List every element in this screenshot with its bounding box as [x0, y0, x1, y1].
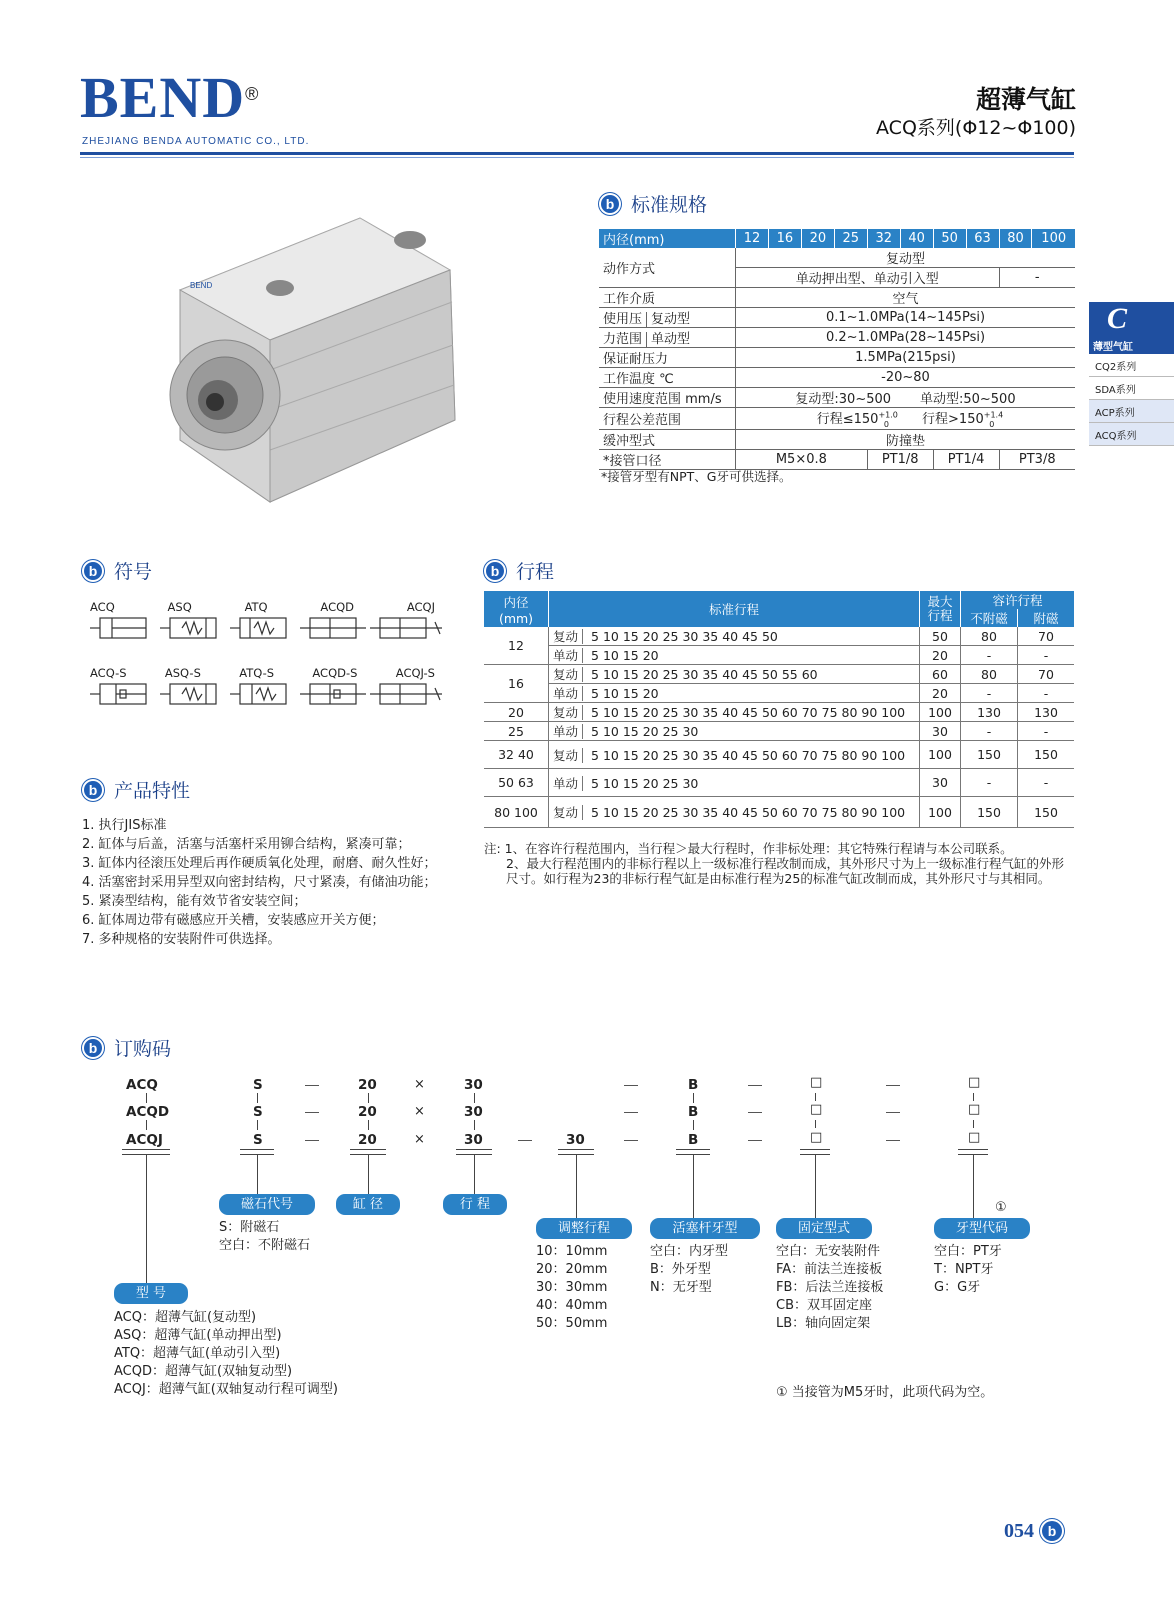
- features-heading: b 产品特性: [82, 776, 190, 803]
- side-item-acp[interactable]: ACP系列: [1089, 400, 1174, 423]
- stroke-heading: b 行程: [484, 557, 554, 584]
- side-tab: [1089, 302, 1174, 446]
- adj-desc: 10：10mm 20：20mm 30：30mm 40：40mm 50：50mm: [536, 1244, 608, 1331]
- mag-desc: S：附磁石 空白：不附磁石: [219, 1220, 311, 1253]
- spec-row: 使用速度范围 mm/s 复动型:30~500 单动型:50~500: [599, 388, 1075, 408]
- spec-row: 力范围 单动型 0.2~1.0MPa(28~145Psi): [599, 328, 1075, 348]
- symbols-row-1: [90, 614, 450, 642]
- pill-rod: 活塞杆牙型: [650, 1218, 760, 1239]
- pill-stroke: 行 程: [443, 1194, 507, 1215]
- table-row: 20 复动 5 10 15 20 25 30 35 40 45 50 60 70 75 80 90 100 100 130 130: [484, 703, 1074, 722]
- svg-text:BEND: BEND: [190, 281, 213, 290]
- spec-row: 缓冲型式 防撞垫: [599, 429, 1075, 449]
- brand-logo: BEND®: [80, 65, 260, 130]
- table-row: 25 单动 5 10 15 20 25 30 30 - -: [484, 722, 1074, 741]
- spec-heading: b 标准规格: [599, 190, 707, 217]
- side-letter: C: [1089, 302, 1174, 336]
- spec-row: 工作温度 ℃ -20~80: [599, 368, 1075, 388]
- side-item-sda[interactable]: SDA系列: [1089, 377, 1174, 400]
- order-footnote: ① 当接管为M5牙时，此项代码为空。: [776, 1385, 994, 1400]
- spec-row: 动作方式 复动型: [599, 248, 1075, 268]
- spec-row: 工作介质 空气: [599, 288, 1075, 308]
- bullet-b-icon: b: [82, 1037, 104, 1059]
- spec-row: 行程公差范围 行程$\le 150^{+1.0}_0$ 行程$>150^{+1.4}_0$: [599, 408, 1075, 430]
- type-desc: ACQ：超薄气缸(复动型) ASQ：超薄气缸(单动押出型) ATQ：超薄气缸(单动引入型) ACQD：超薄气缸(双轴复动型) ACQJ：超薄气缸(双轴复动行程可调型): [114, 1310, 338, 1397]
- spec-note: *接管牙型有NPT、G牙可供选择。: [601, 469, 792, 484]
- cylinder-illustration: [160, 210, 480, 510]
- pill-mount: 固定型式: [776, 1218, 872, 1239]
- pill-type: 型 号: [114, 1283, 188, 1304]
- list-item: 1. 执行JIS标准: [82, 818, 167, 833]
- bullet-b-icon: b: [1040, 1519, 1064, 1543]
- bullet-b-icon: b: [82, 560, 104, 582]
- table-row: 12 复动 5 10 15 20 25 30 35 40 45 50 50 80 70: [484, 627, 1074, 646]
- rod-desc: 空白：内牙型 B：外牙型 N：无牙型: [650, 1244, 729, 1295]
- stroke-notes: 注: 1、在容许行程范围内，当行程＞最大行程时，作非标处理：其它特殊行程请与本公司联系。 2、最大行程范围内的非标行程以上一级标准行程改制而成，其外形尺寸为上一级标准行程气缸的外形尺寸。如行程为23的非标行程气缸是由标准行程为25的标准气缸改制而成，其外形尺寸与其相同。: [484, 841, 1064, 886]
- symbols-row-2: [90, 680, 450, 708]
- stroke-table: 内径 (mm) 标准行程 最大 行程 容许行程 不附磁 附磁 12 复动 5 10 15 20 25 30 35 40 45 50 50 80 70 单动 5 10 15 20 20 - - 16 复动 5 10 15 20 25 30 35 40 45 50 55 60 60 80 70 单动 5 10 15 20 20 - - 20 复动 5 10 15 20 25 30 35 40 45 50 60 70 75 80 90 100 100 130 130 25 单动 5 10 15 20 25 30 30 - - 32 40 复动 5 10 15 20 25 30 35 40 45 50 60 70 75 80 90 100 100 150 150 50 63 单动 5 10 15 20 25 30 30 - - 80 100 复动 5 10 15 20 25 30 35 40 45 50 60 70 75 80 90 100 100 150 150: [484, 591, 1074, 828]
- spec-row: 使用压 复动型 0.1~1.0MPa(14~145Psi): [599, 308, 1075, 328]
- header-rule-thin: [80, 157, 1074, 158]
- table-row: 32 40 复动 5 10 15 20 25 30 35 40 45 50 60 70 75 80 90 100 100 150 150: [484, 741, 1074, 769]
- thread-desc: 空白：PT牙 T：NPT牙 G：G牙: [934, 1244, 1002, 1295]
- pill-bore: 缸 径: [336, 1194, 400, 1215]
- pill-thread: 牙型代码: [934, 1218, 1030, 1239]
- symbol-grid: ACQ ASQ ATQ ACQD ACQJ ACQ-S ASQ-S ATQ-S ACQD-S ACQJ-S: [90, 600, 450, 712]
- features-list: [82, 816, 437, 949]
- list-item: 5. 紧凑型结构，能有效节省安装空间；: [82, 894, 307, 909]
- table-row: 80 100 复动 5 10 15 20 25 30 35 40 45 50 60 70 75 80 90 100 100 150 150: [484, 797, 1074, 828]
- bullet-b-icon: b: [484, 560, 506, 582]
- header-rule: [80, 152, 1074, 155]
- side-item-acq[interactable]: ACQ系列: [1089, 423, 1174, 446]
- list-item: 2. 缸体与后盖，活塞与活塞杆采用铆合结构，紧凑可靠；: [82, 837, 411, 852]
- page-number: 054 b: [1004, 1519, 1064, 1543]
- product-image: [160, 210, 480, 510]
- list-item: 7. 多种规格的安装附件可供选择。: [82, 932, 281, 947]
- list-item: 6. 缸体周边带有磁感应开关槽，安装感应开关方便；: [82, 913, 385, 928]
- list-item: 4. 活塞密封采用异型双向密封结构，尺寸紧凑，有储油功能；: [82, 875, 437, 890]
- table-row: 50 63 单动 5 10 15 20 25 30 30 - -: [484, 769, 1074, 797]
- table-row: 单动 5 10 15 20 20 - -: [484, 646, 1074, 665]
- order-heading: b 订购码: [82, 1034, 171, 1061]
- mount-desc: 空白：无安装附件 FA：前法兰连接板 FB：后法兰连接板 CB：双耳固定座 LB：轴向固定架: [776, 1244, 884, 1331]
- spec-row: 保证耐压力 1.5MPa(215psi): [599, 348, 1075, 368]
- side-label: 薄型气缸: [1089, 336, 1174, 354]
- pill-mag: 磁石代号: [219, 1194, 315, 1215]
- side-item-cq2[interactable]: CQ2系列: [1089, 354, 1174, 377]
- page-title: 超薄气缸: [975, 85, 1076, 114]
- spec-row: 单动押出型、单动引入型 -: [599, 268, 1075, 288]
- bullet-b-icon: b: [599, 193, 621, 215]
- table-row: 16 复动 5 10 15 20 25 30 35 40 45 50 55 60 60 80 70: [484, 665, 1074, 684]
- list-item: 3. 缸体内径滚压处理后再作硬质氧化处理，耐磨、耐久性好；: [82, 856, 437, 871]
- spec-table: 内径(mm) 12 16 20 25 32 40 50 63 80 100 动作方式 复动型 单动押出型、单动引入型 - 工作介质 空气 使用压 复动型 0.1~1.0MPa(14~145Psi) 力范围 单动型 0.2~1.0MPa(28~145Psi) 保证耐压力 1.5MPa(215psi) 工作温度 ℃ -20~80 使用速度范围 mm/s 复动型:30~500 单动型:50~500 行程公差范围 行程$\le 150^{+1.0}_0$ 行程$>150^{+1.4}_0$ 缓冲型式 防撞垫 *接管口径 M5×0.8 PT1/8 PT1/4 PT3/8: [599, 229, 1075, 470]
- symbol-heading: b 符号: [82, 557, 152, 584]
- pill-adj: 调整行程: [536, 1218, 632, 1239]
- bullet-b-icon: b: [82, 779, 104, 801]
- company-name: ZHEJIANG BENDA AUTOMATIC CO., LTD.: [82, 136, 310, 147]
- spec-bore-label: 内径(mm): [599, 229, 736, 248]
- page-subtitle: ACQ系列(Φ12~Φ100): [876, 117, 1076, 139]
- table-row: 单动 5 10 15 20 20 - -: [484, 684, 1074, 703]
- spec-row: *接管口径 M5×0.8 PT1/8 PT1/4 PT3/8: [599, 449, 1075, 469]
